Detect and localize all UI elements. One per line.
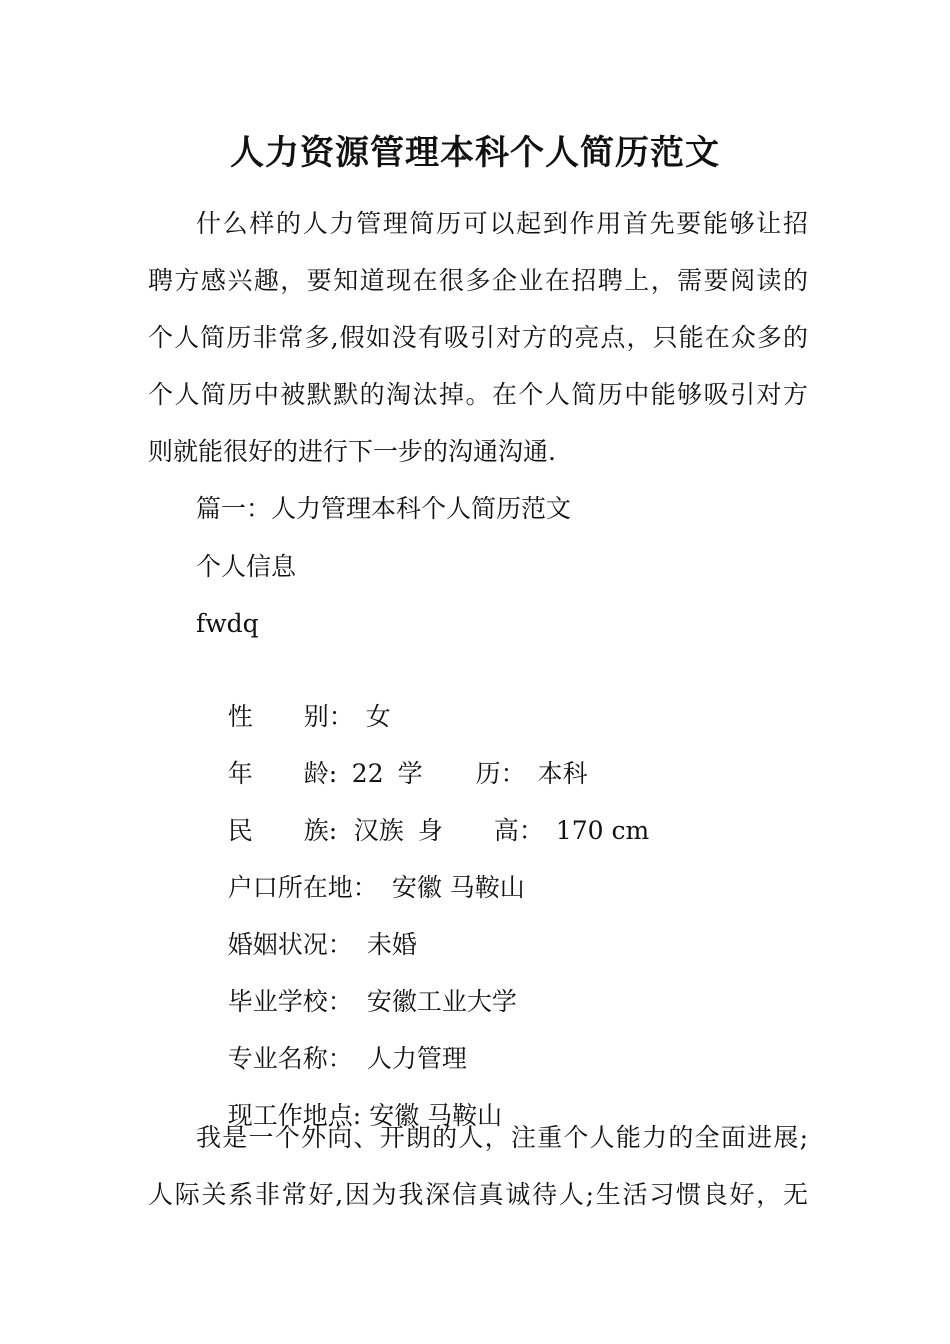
height-label-1: 身	[417, 816, 443, 845]
age-value: 22	[351, 759, 384, 788]
ethnicity-label: 民 族:	[227, 816, 338, 845]
education-label-1: 学	[397, 759, 423, 788]
age-label: 年 龄:	[227, 759, 338, 788]
intro-line-2: 聘方感兴趣，要知道现在很多企业在招聘上，需要阅读的	[148, 266, 808, 295]
education-label-2: 历：	[475, 759, 526, 788]
major-value: 人力管理	[366, 1044, 467, 1073]
ethnicity-value: 汉族	[353, 816, 404, 845]
hukou-label: 户口所在地：	[227, 873, 378, 902]
marital-label: 婚姻状况：	[227, 930, 353, 959]
major-label: 专业名称：	[227, 1044, 353, 1073]
info-heading: 个人信息	[196, 552, 297, 581]
height-value: 170 cm	[555, 816, 650, 845]
self-line-2: 人际关系非常好,因为我深信真诚待人;生活习惯良好，无	[148, 1180, 808, 1209]
workplace-label: 现工作地点:	[227, 1101, 362, 1130]
hukou-value: 安徽 马鞍山	[391, 873, 525, 902]
school-value: 安徽工业大学	[366, 987, 517, 1016]
gender-value: 女	[365, 702, 391, 731]
workplace-value: 安徽 马鞍山	[369, 1101, 503, 1130]
section-heading: 篇一：人力管理本科个人简历范文	[196, 494, 572, 523]
intro-line-4: 个人简历中被默默的淘汰掉。在个人简历中能够吸引对方	[148, 380, 808, 409]
height-label-2: 高：	[493, 816, 544, 845]
self-line-1: 我是一个外向、开朗的人，注重个人能力的全面进展;	[196, 1123, 808, 1152]
document-title: 人力资源管理本科个人简历范文	[230, 133, 720, 173]
school-label: 毕业学校：	[227, 987, 353, 1016]
intro-line-1: 什么样的人力管理简历可以起到作用首先要能够让招	[196, 209, 808, 238]
education-value: 本科	[537, 759, 588, 788]
gender-label: 性 别：	[227, 702, 354, 731]
intro-line-5: 则就能很好的进行下一步的沟通沟通.	[148, 437, 556, 466]
marital-value: 未婚	[366, 930, 417, 959]
intro-line-3: 个人简历非常多,假如没有吸引对方的亮点，只能在众多的	[148, 323, 808, 352]
name-value: fwdq	[196, 609, 259, 638]
